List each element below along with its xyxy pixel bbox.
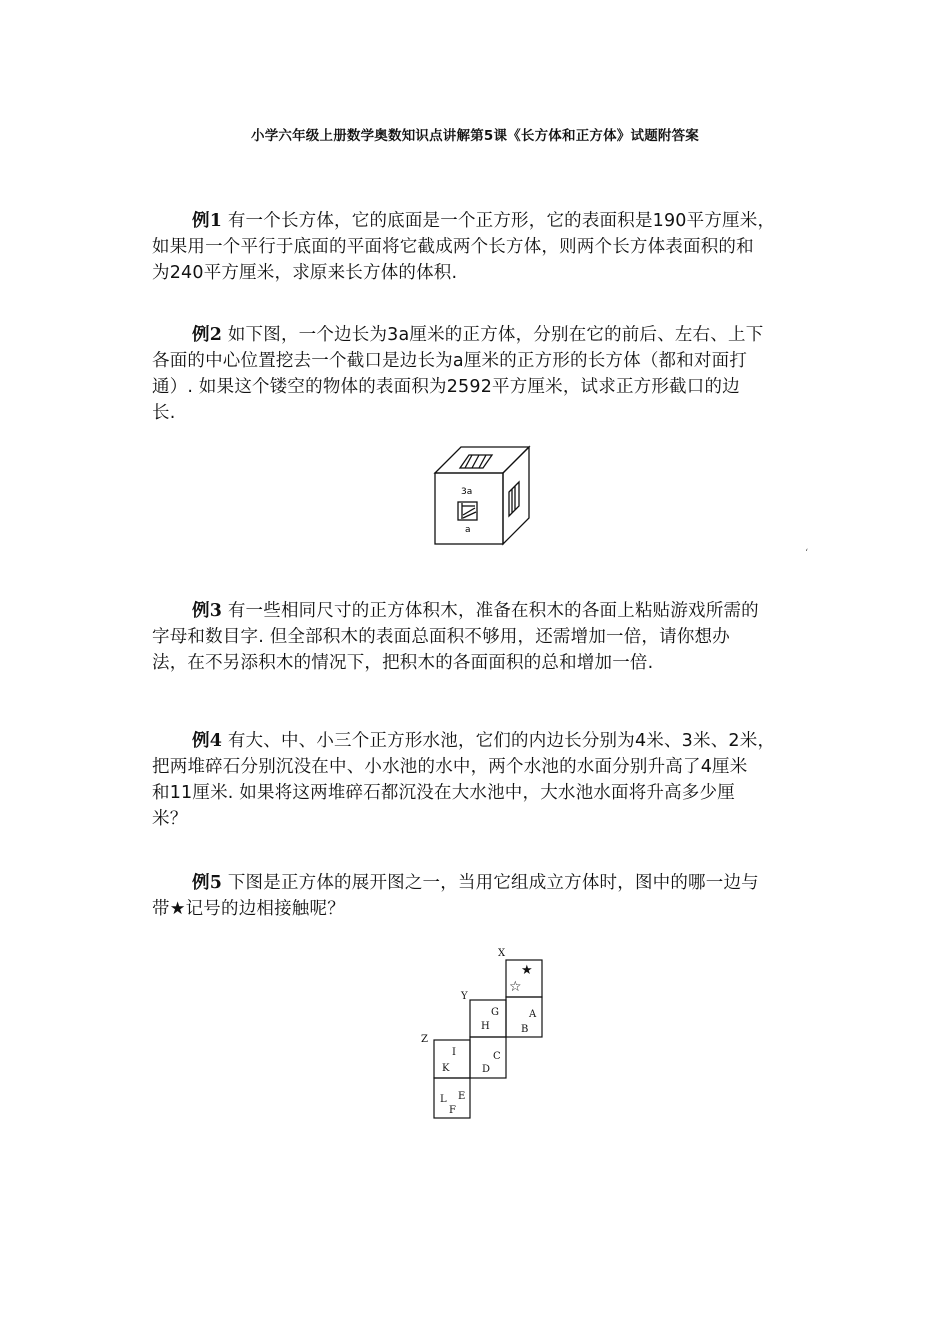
problem-3-line-3: 法，在不另添积木的情况下，把积木的各面面积的总和增加一倍. [152,653,654,673]
problem-5-label: 例5 [192,873,223,893]
net-letter-d: D [482,1064,491,1075]
net-letter-a: A [529,1009,537,1020]
cube-label-3a: 3a [461,487,473,497]
problem-2-label: 例2 [192,325,223,345]
net-letter-l: L [440,1094,447,1105]
problem-5-line-2: 带★记号的边相接触呢？ [152,899,345,919]
right-hole [509,482,519,516]
cube-label-a: a [465,525,471,535]
problem-4-line-4: 米？ [152,809,188,829]
problem-3-label: 例3 [192,601,223,621]
net-letter-k: K [442,1063,450,1074]
cube-top-face [435,447,529,473]
problem-4-line-1: 有大、中、小三个正方形水池，它们的内边长分别为4米、3米、2米， [227,731,776,751]
net-letter-c: C [493,1051,501,1062]
net-letter-i: I [452,1047,456,1058]
hollow-cube-figure [432,444,532,548]
problem-4 [152,728,812,832]
net-letter-b: B [521,1024,529,1035]
problem-5 [152,870,812,922]
net-letter-h: H [481,1021,490,1032]
net-letter-y: Y [461,991,468,1002]
problem-4-label: 例4 [192,731,223,751]
cube-right-face [503,447,529,544]
problem-1 [152,208,812,286]
problem-2-line-2: 各面的中心位置挖去一个截口是边长为a厘米的正方形的长方体（都和对面打 [152,351,748,371]
problem-3 [152,598,812,676]
problem-1-label: 例1 [192,211,223,231]
problem-3-line-2: 字母和数目字. 但全部积木的表面总面积不够用，还需增加一倍，请你想办 [152,627,730,647]
problem-4-line-2: 把两堆碎石分别沉没在中、小水池的水中，两个水池的水面分别升高了4厘米 [152,757,748,777]
net-letter-z: Z [421,1034,428,1045]
problem-2-line-1: 如下图，一个边长为3a厘米的正方体，分别在它的前后、左右、上下 [222,325,764,345]
problem-3-line-1: 有一些相同尺寸的正方体积木，准备在积木的各面上粘贴游戏所需的 [222,601,759,621]
page-title: 小学六年级上册数学奥数知识点讲解第5课《长方体和正方体》试题附答案 [251,128,699,144]
net-letter-x: X [498,948,506,959]
solid-star-icon: ★ [521,963,533,978]
problem-2-line-4: 长. [152,403,176,423]
net-letter-e: E [458,1091,466,1102]
cube-net-figure [412,942,552,1122]
problem-5-line-1: 下图是正方体的展开图之一，当用它组成立方体时，图中的哪一边与 [227,873,759,893]
problem-1-line-1: 有一个长方体，它的底面是一个正方形，它的表面积是190平方厘米， [227,211,776,231]
problem-2-line-3: 通）. 如果这个镂空的物体的表面积为2592平方厘米，试求正方形截口的边 [152,377,740,397]
problem-1-line-3: 为240平方厘米，求原来长方体的体积. [152,263,458,283]
net-face-5 [434,1040,470,1078]
net-letter-f: F [449,1105,456,1116]
front-hole [458,502,477,520]
problem-1-line-2: 如果用一个平行于底面的平面将它截成两个长方体，则两个长方体表面积的和 [152,237,754,257]
net-letter-g: G [491,1007,499,1018]
problem-2 [152,322,812,426]
problem-4-line-3: 和11厘米. 如果将这两堆碎石都沉没在大水池中，大水池水面将升高多少厘 [152,783,735,803]
outline-star-icon: ☆ [509,979,522,995]
stray-mark: ‘ [805,548,809,559]
